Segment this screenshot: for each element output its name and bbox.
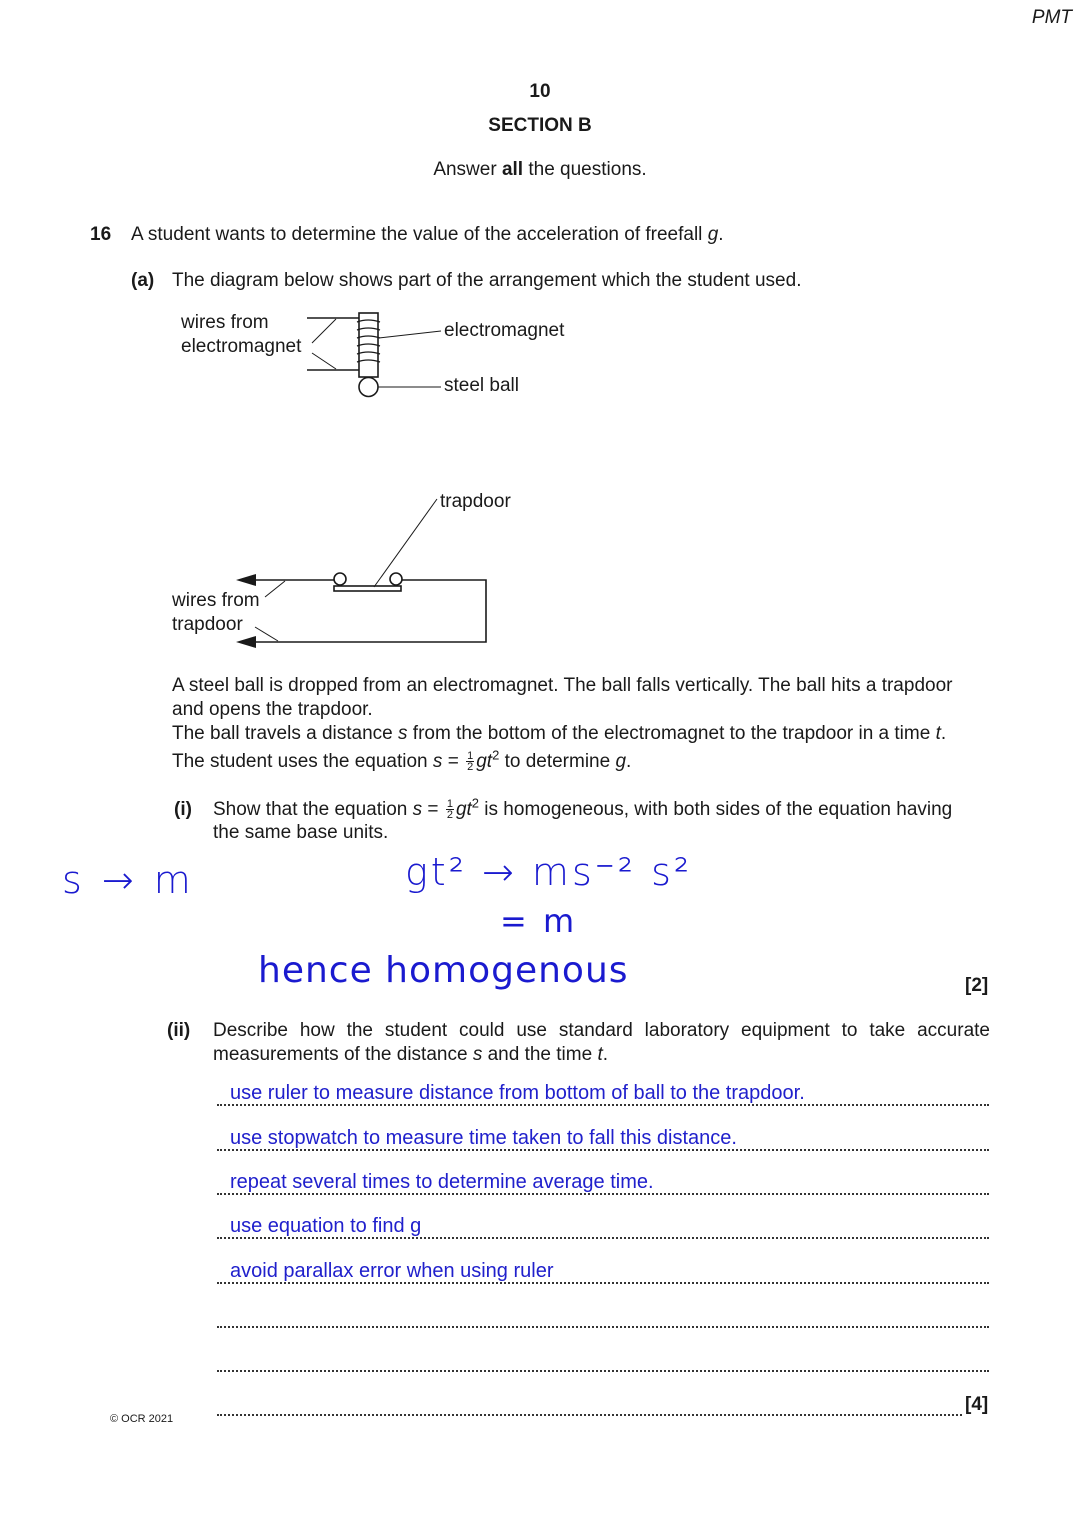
instructions-emphasis: all [501,159,524,180]
pi-eq-sign: = [422,799,444,820]
part-ii-label: (ii) [167,1020,191,1041]
answer-text[interactable]: use ruler to measure distance from bottom of ball to the trapdoor. [230,1082,805,1104]
pi-eq-rhs: gt [455,799,472,820]
desc3-var-t: t [935,723,941,744]
pii-c: . [602,1044,608,1065]
answer-text[interactable]: use stopwatch to measure time taken to fall this distance. [230,1127,737,1149]
page-number: 10 [529,81,551,102]
watermark: PMT [1031,7,1072,28]
instructions-prefix: Answer [433,159,502,180]
handwritten-equals-m: = m [500,902,578,940]
eq-power: 2 [492,747,500,763]
answer-line-7[interactable] [217,1348,989,1372]
desc4-a: The student uses the equation [172,751,433,772]
part-ii-line-2 [213,1043,608,1067]
part-i-line-1 [213,795,953,822]
answer-line-3[interactable] [217,1171,989,1195]
pi-eq-power: 2 [471,795,480,811]
description-line-1: A steel ball is dropped from an electromagnet. The ball falls vertically. The ball hits a trapdoor [172,675,953,696]
answer-line-5[interactable] [217,1260,989,1284]
part-i-line-2: the same base units. [213,822,389,843]
hinge-left [334,573,346,585]
description-line-3 [172,722,946,746]
answer-line-2[interactable] [217,1127,989,1151]
trapdoor-plate [334,586,401,591]
handwritten-gt-units: gt² → ms⁻² s² [405,850,693,894]
desc4-var: g [615,751,627,772]
eq-rhs: gt [476,751,493,772]
handwritten-s-units: s → m [62,858,195,902]
answer-line-6[interactable] [217,1304,989,1328]
hinge-right [390,573,402,585]
desc3-a: The ball travels a distance [172,723,399,744]
eq-lhs: s [432,751,443,772]
answer-text[interactable]: repeat several times to determine average time. [230,1171,654,1193]
pi-eq-fraction [446,799,454,820]
arrow-lower [236,636,256,648]
leader-trapdoor [374,499,437,587]
label-electromagnet: electromagnet [444,320,565,341]
part-ii-marks: [4] [965,1394,989,1415]
stem-var: g [707,224,719,245]
copyright: © OCR 2021 [110,1413,174,1425]
pi-frac-den: 2 [446,809,453,822]
part-ii-line-1: Describe how the student could use standard laboratory equipment to take accurate [213,1020,990,1041]
arrow-upper [236,574,256,586]
leader-wires-upper [265,581,285,597]
description-line-2: and opens the trapdoor. [172,699,373,720]
pi-b: is homogeneous, with both sides of the equation having [479,799,953,820]
answer-text[interactable]: use equation to find g [230,1215,422,1237]
handwritten-conclusion: hence homogenous [258,950,629,991]
answer-text[interactable]: avoid parallax error when using ruler [230,1260,554,1282]
stem-text: A student wants to determine the value of the acceleration of freefall [131,224,708,245]
desc3-b: from the bottom of the electromagnet to the trapdoor in a time [407,723,936,744]
pii-b: and the time [482,1044,598,1065]
label-trapdoor: trapdoor [440,491,511,512]
equation [432,747,500,774]
pii-a: measurements of the distance [213,1044,473,1065]
wire-loop [250,580,486,642]
trapdoor-diagram [0,0,1080,700]
label-wires-trapdoor-1: wires from [172,590,260,611]
section-title: SECTION B [488,115,592,136]
desc4-b: to determine [499,751,616,772]
stem-end: . [718,224,724,245]
label-wires-electromagnet-1: wires from [181,312,269,333]
desc3-var-s: s [398,723,408,744]
answer-dots [217,1326,989,1328]
part-i-label: (i) [174,799,192,820]
frac-num: 1 [467,750,474,763]
answer-line-4[interactable] [217,1215,989,1239]
answer-dots [217,1370,989,1372]
frac-den: 2 [467,761,474,774]
leader-wires-lower [255,627,278,641]
label-wires-trapdoor-2: trapdoor [172,614,243,635]
part-a-label: (a) [131,270,155,291]
desc3-c: . [940,723,947,744]
part-a-intro: The diagram below shows part of the arrangement which the student used. [172,270,802,291]
label-steel-ball: steel ball [444,375,519,396]
answer-dots [217,1414,962,1416]
pi-a: Show that the equation [213,799,413,820]
answer-line-8[interactable] [217,1392,962,1416]
pii-var-t: t [597,1044,603,1065]
label-wires-electromagnet-2: electromagnet [181,336,302,357]
desc4-c: . [626,751,632,772]
instructions-suffix: the questions. [523,159,647,180]
part-i-marks: [2] [965,975,989,996]
pii-var-s: s [472,1044,483,1065]
eq-sign: = [442,751,465,772]
description-line-4 [172,747,632,774]
pi-eq-lhs: s [412,799,423,820]
eq-fraction [466,751,474,772]
answer-line-1[interactable] [217,1082,989,1106]
question-number: 16 [90,224,112,245]
pi-frac-num: 1 [446,798,453,811]
